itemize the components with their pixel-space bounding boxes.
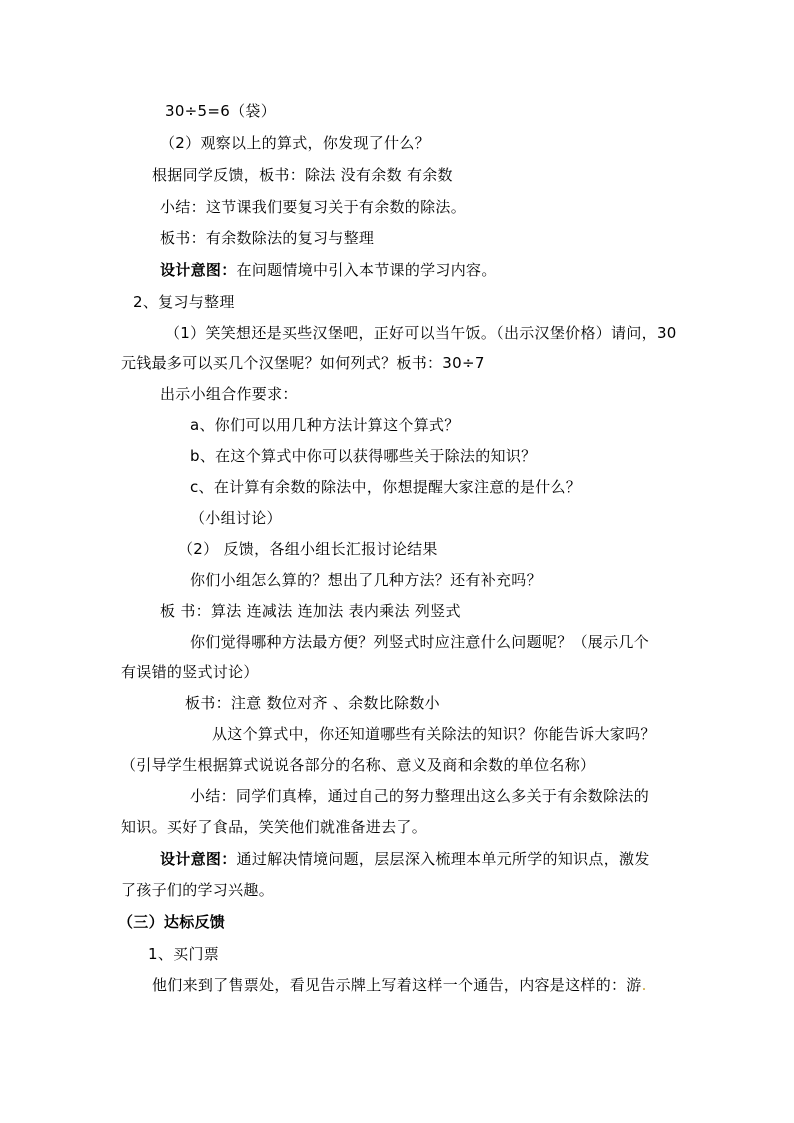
board-division-types: 根据同学反馈，板书：除法 没有余数 有余数 xyxy=(152,166,453,184)
question-observe: （2）观察以上的算式，你发现了什么？ xyxy=(160,134,430,152)
board-methods: 板 书：算法 连减法 连加法 表内乘法 列竖式 xyxy=(160,602,461,620)
design-intent-text: 在问题情境中引入本节课的学习内容。 xyxy=(236,261,497,279)
summary-intro: 小结：这节课我们要复习关于有余数的除法。 xyxy=(160,198,467,216)
which-method-line2: 有误错的竖式讨论） xyxy=(121,663,259,681)
board-notice: 板书：注意 数位对齐 、余数比除数小 xyxy=(185,694,440,712)
board-title: 板书：有余数除法的复习与整理 xyxy=(160,229,375,247)
design-intent-2-line2: 了孩子们的学习兴趣。 xyxy=(121,881,275,899)
requirement-c: c、在计算有余数的除法中，你想提醒大家注意的是什么？ xyxy=(190,478,582,496)
design-intent-label: 设计意图： xyxy=(160,850,237,868)
from-equation-line1: 从这个算式中，你还知道哪些有关除法的知识？你能告诉大家吗？ xyxy=(212,725,656,743)
design-intent-label: 设计意图： xyxy=(160,261,237,279)
feedback-heading: （2） 反馈，各组小组长汇报讨论结果 xyxy=(178,540,438,558)
trailing-mark: . xyxy=(641,976,647,994)
requirement-a: a、你们可以用几种方法计算这个算式？ xyxy=(190,416,460,434)
ticket-office-text: 他们来到了售票处，看见告示牌上写着这样一个通告，内容是这样的：游 xyxy=(152,976,642,994)
design-intent-text: 通过解决情境问题，层层深入梳理本单元所学的知识点，激发 xyxy=(236,850,650,868)
ask-methods: 你们小组怎么算的？想出了几种方法？还有补充吗？ xyxy=(190,571,542,589)
summary-line2: 知识。买好了食品，笑笑他们就准备进去了。 xyxy=(121,818,428,836)
item-buy-tickets: 1、买门票 xyxy=(148,945,220,963)
paragraph-hamburger-line2: 元钱最多可以买几个汉堡呢？如何列式？板书：30÷7 xyxy=(121,354,485,372)
section-3-heading: （三）达标反馈 xyxy=(118,913,226,931)
design-intent-1 xyxy=(160,260,497,280)
requirement-b: b、在这个算式中你可以获得哪些关于除法的知识？ xyxy=(190,447,537,465)
group-requirements-title: 出示小组合作要求： xyxy=(160,385,298,403)
paragraph-hamburger-line1: （1）笑笑想还是买些汉堡吧，正好可以当午饭。（出示汉堡价格）请问，30 xyxy=(165,324,677,342)
section-2-heading: 2、复习与整理 xyxy=(133,293,235,311)
which-method-line1: 你们觉得哪种方法最方便？列竖式时应注意什么问题呢？（展示几个 xyxy=(190,633,650,651)
ticket-office-line xyxy=(152,975,647,995)
from-equation-line2: （引导学生根据算式说说各部分的名称、意义及商和余数的单位名称） xyxy=(121,756,596,774)
group-discussion: （小组讨论） xyxy=(190,509,282,527)
summary-line1: 小结：同学们真棒，通过自己的努力整理出这么多关于有余数除法的 xyxy=(190,787,650,805)
equation-line: 30÷5=6（袋） xyxy=(165,102,277,120)
design-intent-2 xyxy=(160,849,650,869)
